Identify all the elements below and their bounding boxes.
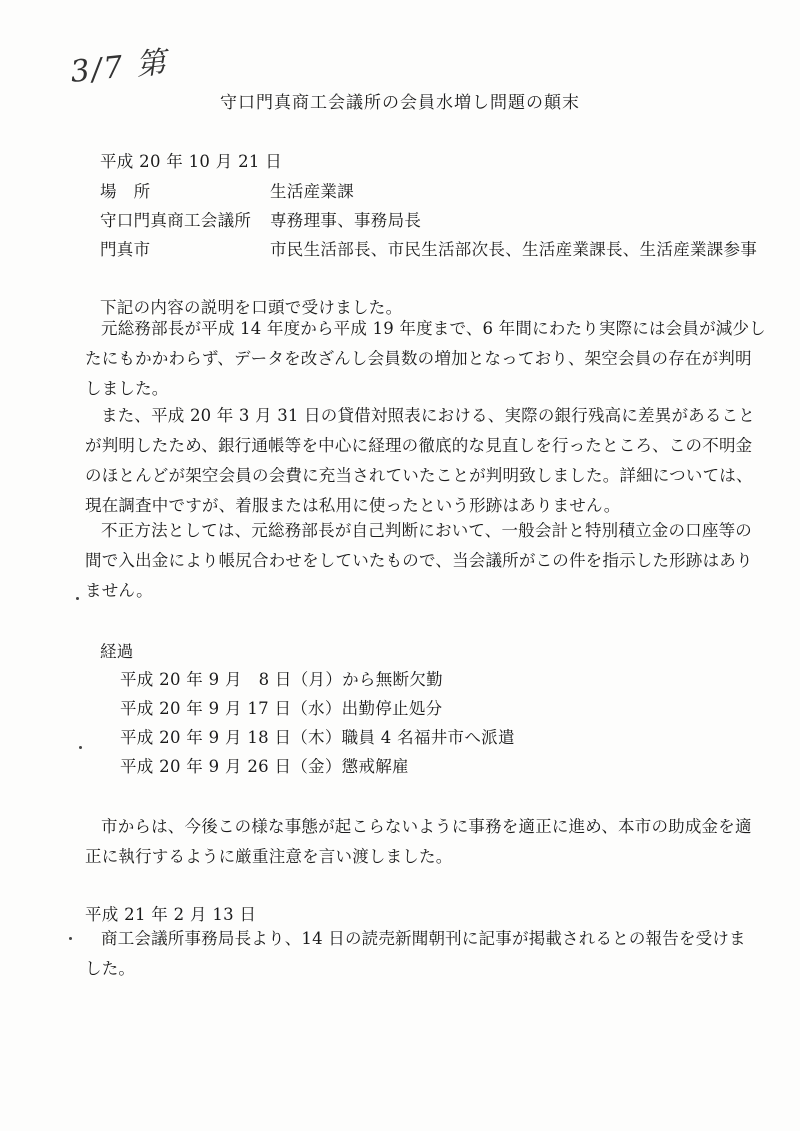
paragraph-line: ません。 <box>85 581 153 600</box>
scan-speck <box>79 746 82 749</box>
followup-report <box>85 924 746 984</box>
timeline-item: 平成 20 年 9 月 18 日（木）職員 4 名福井市へ派遣 <box>120 728 515 747</box>
paragraph-line: 不正方法としては、元総務部長が自己判断において、一般会計と特別積立金の口座等の <box>101 521 752 540</box>
timeline-heading: 経過 <box>100 642 134 661</box>
paragraph-line: が判明したため、銀行通帳等を中心に経理の徹底的な見直しを行ったところ、この不明金 <box>85 436 753 455</box>
followup-date: 平成 21 年 2 月 13 日 <box>85 905 257 924</box>
place-label: 場 所 <box>100 182 151 201</box>
paragraph-line: たにもかかわらず、データを改ざんし会員数の増加となっており、架空会員の存在が判明 <box>85 349 752 368</box>
timeline-item: 平成 20 年 9 月 26 日（金）懲戒解雇 <box>120 757 409 776</box>
paragraph-1 <box>85 314 766 404</box>
timeline-item: 平成 20 年 9 月 17 日（水）出勤停止処分 <box>120 699 443 718</box>
paragraph-3 <box>85 516 753 606</box>
meeting-date: 平成 20 年 10 月 21 日 <box>100 152 283 171</box>
paragraph-line: 間で入出金により帳尻合わせをしていたもので、当会議所がこの件を指示した形跡はあり <box>85 551 753 570</box>
scan-speck <box>76 597 79 600</box>
chamber-attendees: 専務理事、事務局長 <box>270 211 422 230</box>
city-attendees: 市民生活部長、市民生活部次長、生活産業課長、生活産業課参事 <box>270 240 758 259</box>
paragraph-line: した。 <box>85 959 136 978</box>
paragraph-line: また、平成 20 年 3 月 31 日の貸借対照表における、実際の銀行残高に差異があること <box>101 406 755 425</box>
paragraph-line: のほとんどが架空会員の会費に充当されていたことが判明致しました。詳細については、 <box>85 466 753 485</box>
paragraph-line: 元総務部長が平成 14 年度から平成 19 年度まで、6 年間にわたり実際には会員が減少し <box>101 319 766 338</box>
paragraph-2 <box>85 401 755 521</box>
document-title: 守口門真商工会議所の会員水増し問題の顛末 <box>220 93 580 113</box>
place-value: 生活産業課 <box>270 182 354 201</box>
city-warning <box>85 812 752 872</box>
paragraph-line: 正に執行するように厳重注意を言い渡しました。 <box>85 847 453 866</box>
intro-sentence: 下記の内容の説明を口頭で受けました。 <box>100 298 403 317</box>
paragraph-line: 商工会議所事務局長より、14 日の読売新聞朝刊に記事が掲載されるとの報告を受けま <box>101 929 746 948</box>
paragraph-line: 市からは、今後この様な事態が起こらないように事務を適正に進め、本市の助成金を適 <box>101 817 752 836</box>
paragraph-line: 現在調査中ですが、着服または私用に使ったという形跡はありません。 <box>85 496 621 515</box>
handwritten-note: 3/7 第 <box>68 44 170 90</box>
timeline-item: 平成 20 年 9 月 8 日（月）から無断欠勤 <box>120 670 443 689</box>
scan-speck <box>69 937 72 940</box>
paragraph-line: しました。 <box>85 379 169 398</box>
chamber-label: 守口門真商工会議所 <box>100 211 252 230</box>
city-label: 門真市 <box>100 240 151 259</box>
